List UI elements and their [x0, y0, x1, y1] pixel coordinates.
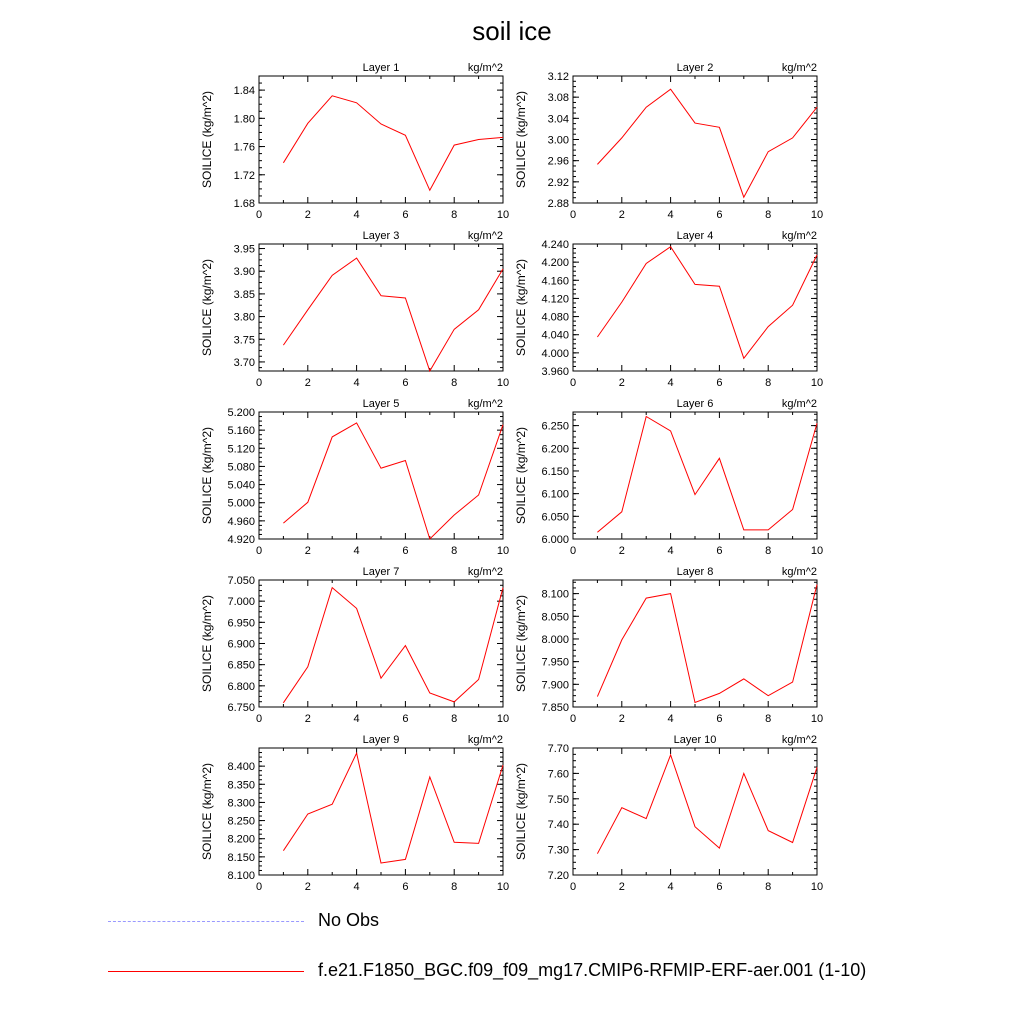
y-tick-label: 4.080 [541, 311, 569, 324]
series-line [283, 423, 503, 539]
y-tick-label: 7.850 [541, 702, 569, 714]
panel-layer-2 [514, 62, 823, 221]
x-tick-label: 0 [255, 881, 263, 893]
y-axis-label: SOILICE (kg/m^2) [200, 427, 214, 524]
y-tick-label: 6.750 [227, 702, 255, 714]
y-tick-label: 4.240 [541, 239, 569, 251]
y-tick-label: 8.000 [541, 633, 569, 646]
panel-title: Layer 6 [676, 398, 714, 410]
y-tick-label: 7.950 [541, 656, 569, 669]
y-tick-label: 3.960 [541, 366, 569, 378]
x-tick-label: 6 [402, 713, 409, 725]
chart-title: soil ice [472, 16, 552, 46]
y-axis-label: SOILICE (kg/m^2) [200, 763, 214, 860]
y-tick-label: 5.000 [227, 497, 255, 510]
x-tick-label: 2 [618, 377, 625, 389]
x-tick-label: 10 [496, 881, 510, 893]
y-tick-label: 3.08 [547, 92, 569, 105]
y-tick-label: 5.200 [227, 407, 255, 419]
panel-title: Layer 1 [362, 62, 400, 74]
y-tick-label: 5.080 [227, 461, 255, 474]
y-tick-label: 6.000 [541, 534, 569, 546]
panel-units: kg/m^2 [781, 566, 817, 578]
y-tick-label: 6.150 [541, 465, 569, 478]
y-tick-label: 6.050 [541, 511, 569, 524]
y-tick-label: 7.000 [227, 596, 255, 609]
y-tick-label: 8.050 [541, 611, 569, 624]
panel-layer-1 [200, 62, 509, 221]
plot-frame [573, 76, 817, 203]
x-tick-label: 10 [496, 545, 510, 557]
x-tick-label: 8 [765, 377, 772, 389]
x-tick-label: 4 [667, 881, 674, 893]
x-tick-label: 0 [569, 881, 577, 893]
y-tick-label: 6.800 [227, 680, 255, 693]
plot-frame [259, 748, 503, 875]
series-line [283, 96, 503, 191]
panel-units: kg/m^2 [781, 398, 817, 410]
x-tick-label: 2 [618, 545, 625, 557]
y-tick-label: 3.04 [547, 113, 569, 126]
x-tick-label: 10 [496, 209, 510, 221]
x-tick-label: 10 [810, 209, 824, 221]
panel-title: Layer 7 [362, 566, 400, 578]
plot-frame [573, 748, 817, 875]
y-tick-label: 7.20 [547, 870, 569, 882]
x-tick-label: 10 [810, 713, 824, 725]
y-tick-label: 3.90 [233, 266, 255, 279]
panel-units: kg/m^2 [467, 230, 503, 242]
x-tick-label: 8 [765, 713, 772, 725]
legend-line-no-obs [108, 921, 304, 922]
panel-units: kg/m^2 [781, 734, 817, 746]
x-tick-label: 4 [667, 713, 674, 725]
y-tick-label: 1.80 [233, 113, 255, 126]
y-axis-label: SOILICE (kg/m^2) [514, 595, 528, 692]
x-tick-label: 6 [402, 881, 409, 893]
x-tick-label: 6 [716, 377, 723, 389]
y-tick-label: 2.92 [547, 176, 569, 189]
x-tick-label: 6 [402, 545, 409, 557]
y-tick-label: 3.75 [233, 334, 255, 347]
plot-frame [573, 244, 817, 371]
x-tick-label: 10 [496, 713, 510, 725]
panel-units: kg/m^2 [781, 230, 817, 242]
x-tick-label: 10 [810, 881, 824, 893]
x-tick-label: 4 [353, 377, 360, 389]
y-axis-label: SOILICE (kg/m^2) [200, 91, 214, 188]
y-tick-label: 5.120 [227, 443, 255, 456]
x-tick-label: 6 [716, 545, 723, 557]
x-tick-label: 2 [618, 881, 625, 893]
panel-title: Layer 10 [673, 734, 717, 746]
series-line [597, 585, 817, 703]
y-tick-label: 1.76 [233, 141, 255, 154]
y-tick-label: 8.150 [227, 851, 255, 864]
y-tick-label: 3.12 [547, 71, 569, 83]
y-tick-label: 7.60 [547, 768, 569, 781]
x-tick-label: 4 [353, 545, 360, 557]
x-tick-label: 0 [255, 377, 263, 389]
x-tick-label: 4 [353, 881, 360, 893]
y-tick-label: 7.050 [227, 575, 255, 587]
x-tick-label: 8 [451, 713, 458, 725]
x-tick-label: 6 [716, 713, 723, 725]
panel-layer-5 [200, 398, 509, 557]
panel-title: Layer 8 [676, 566, 714, 578]
y-tick-label: 3.70 [233, 356, 255, 369]
x-tick-label: 4 [667, 545, 674, 557]
y-tick-label: 7.900 [541, 679, 569, 692]
y-axis-label: SOILICE (kg/m^2) [514, 427, 528, 524]
panel-layer-8 [514, 566, 823, 725]
y-tick-label: 8.250 [227, 815, 255, 828]
x-tick-label: 8 [451, 881, 458, 893]
y-tick-label: 8.200 [227, 833, 255, 846]
y-tick-label: 7.70 [547, 743, 569, 755]
x-tick-label: 0 [569, 377, 577, 389]
y-axis-label: SOILICE (kg/m^2) [514, 763, 528, 860]
y-axis-label: SOILICE (kg/m^2) [514, 259, 528, 356]
x-tick-label: 4 [353, 209, 360, 221]
y-tick-label: 8.100 [541, 588, 569, 601]
panel-layer-9 [200, 734, 509, 893]
y-tick-label: 4.200 [541, 257, 569, 270]
plot-frame [259, 244, 503, 371]
x-tick-label: 8 [765, 881, 772, 893]
y-tick-label: 7.30 [547, 844, 569, 857]
panel-title: Layer 3 [362, 230, 400, 242]
y-tick-label: 7.40 [547, 819, 569, 832]
legend-line-model [108, 971, 304, 972]
y-axis-label: SOILICE (kg/m^2) [200, 595, 214, 692]
panel-title: Layer 2 [676, 62, 714, 74]
x-tick-label: 2 [304, 377, 311, 389]
y-tick-label: 3.85 [233, 288, 255, 301]
y-tick-label: 4.040 [541, 329, 569, 342]
x-tick-label: 10 [810, 545, 824, 557]
panel-units: kg/m^2 [467, 566, 503, 578]
x-tick-label: 10 [496, 377, 510, 389]
y-tick-label: 4.160 [541, 275, 569, 288]
y-tick-label: 6.200 [541, 443, 569, 456]
x-tick-label: 2 [618, 209, 625, 221]
plot-frame [259, 412, 503, 539]
y-tick-label: 6.950 [227, 617, 255, 630]
x-tick-label: 4 [667, 209, 674, 221]
plot-frame [259, 76, 503, 203]
y-tick-label: 6.100 [541, 488, 569, 501]
series-line [597, 247, 817, 359]
y-tick-label: 7.50 [547, 793, 569, 806]
x-tick-label: 6 [402, 209, 409, 221]
y-tick-label: 3.95 [233, 243, 255, 256]
y-tick-label: 3.00 [547, 134, 569, 147]
legend-label-no-obs: No Obs [318, 910, 380, 930]
y-tick-label: 4.120 [541, 293, 569, 306]
x-tick-label: 0 [255, 209, 263, 221]
y-tick-label: 6.850 [227, 659, 255, 672]
y-tick-label: 4.000 [541, 347, 569, 360]
panel-title: Layer 9 [362, 734, 400, 746]
y-axis-label: SOILICE (kg/m^2) [514, 91, 528, 188]
y-tick-label: 1.72 [233, 169, 255, 182]
x-tick-label: 6 [402, 377, 409, 389]
x-tick-label: 2 [618, 713, 625, 725]
x-tick-label: 4 [353, 713, 360, 725]
x-tick-label: 0 [569, 209, 577, 221]
x-tick-label: 2 [304, 881, 311, 893]
x-tick-label: 10 [810, 377, 824, 389]
series-line [283, 258, 503, 371]
panel-layer-3 [200, 230, 509, 389]
panel-units: kg/m^2 [467, 734, 503, 746]
y-tick-label: 3.80 [233, 311, 255, 324]
legend-label-model: f.e21.F1850_BGC.f09_f09_mg17.CMIP6-RFMIP-ERF-aer.001 (1-10) [318, 960, 867, 980]
y-tick-label: 4.960 [227, 515, 255, 528]
x-tick-label: 2 [304, 713, 311, 725]
x-tick-label: 8 [451, 377, 458, 389]
y-tick-label: 2.96 [547, 155, 569, 168]
y-tick-label: 1.84 [233, 85, 255, 98]
x-tick-label: 4 [667, 377, 674, 389]
panel-layer-7 [200, 566, 509, 725]
panel-units: kg/m^2 [781, 62, 817, 74]
x-tick-label: 2 [304, 209, 311, 221]
y-tick-label: 4.920 [227, 534, 255, 546]
panel-units: kg/m^2 [467, 398, 503, 410]
x-tick-label: 8 [765, 545, 772, 557]
x-tick-label: 8 [451, 545, 458, 557]
x-tick-label: 6 [716, 881, 723, 893]
x-tick-label: 8 [451, 209, 458, 221]
series-line [283, 753, 503, 863]
x-tick-label: 2 [304, 545, 311, 557]
y-tick-label: 5.040 [227, 479, 255, 492]
series-line [283, 588, 503, 703]
panel-title: Layer 4 [676, 230, 714, 242]
panel-units: kg/m^2 [467, 62, 503, 74]
panel-layer-10 [514, 734, 823, 893]
series-line [597, 417, 817, 533]
y-axis-label: SOILICE (kg/m^2) [200, 259, 214, 356]
panel-layer-6 [514, 398, 823, 557]
y-tick-label: 6.900 [227, 638, 255, 651]
plot-frame [573, 580, 817, 707]
y-tick-label: 8.400 [227, 761, 255, 774]
x-tick-label: 6 [716, 209, 723, 221]
series-line [597, 755, 817, 854]
y-tick-label: 8.300 [227, 797, 255, 810]
x-tick-label: 0 [255, 713, 263, 725]
x-tick-label: 0 [569, 713, 577, 725]
x-tick-label: 0 [255, 545, 263, 557]
x-tick-label: 0 [569, 545, 577, 557]
y-tick-label: 8.100 [227, 870, 255, 882]
plot-frame [259, 580, 503, 707]
x-tick-label: 8 [765, 209, 772, 221]
panel-title: Layer 5 [362, 398, 400, 410]
series-line [597, 89, 817, 197]
y-tick-label: 8.350 [227, 779, 255, 792]
panel-layer-4 [514, 230, 823, 389]
y-tick-label: 2.88 [547, 198, 569, 210]
y-tick-label: 6.250 [541, 420, 569, 433]
y-tick-label: 1.68 [233, 198, 255, 210]
y-tick-label: 5.160 [227, 425, 255, 438]
